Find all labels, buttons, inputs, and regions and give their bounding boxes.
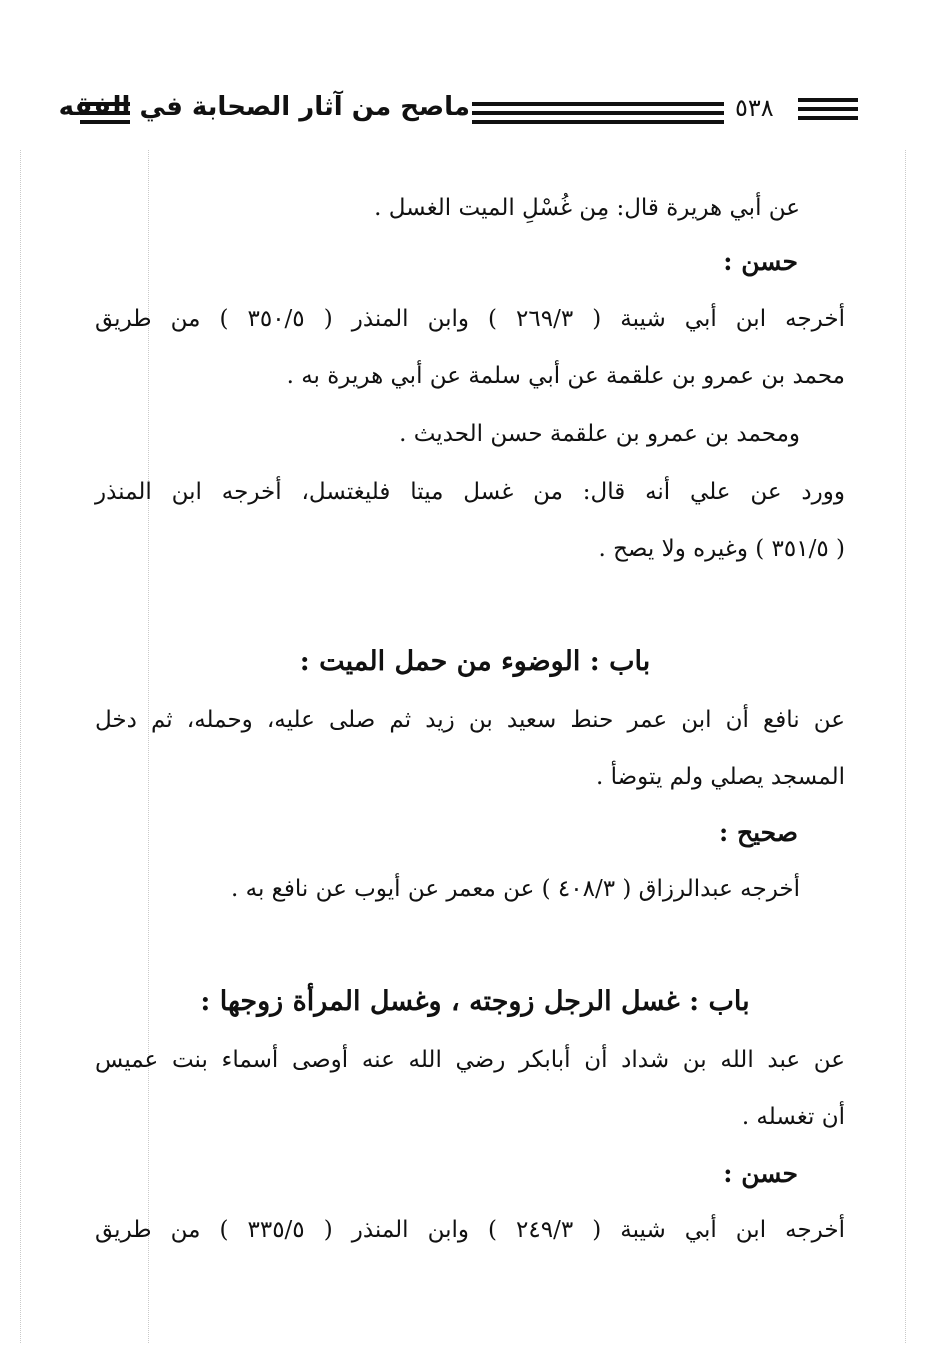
comment-text: ( ٣٥١/٥ ) وغيره ولا يصح .: [598, 536, 845, 562]
athar-text: عن أبي هريرة قال: مِن غُسْلِ الميت الغسل .: [374, 195, 800, 221]
takhrij-text: أخرجه ابن أبي شيبة ( ٢٤٩/٣ ) وابن المنذر ( ٣٣٥/٥ ) من طريق: [95, 1217, 845, 1243]
scan-guide-line: [20, 150, 21, 1343]
page-number: ٥٣٨: [735, 94, 774, 122]
athar-text: المسجد يصلي ولم يتوضأ .: [595, 764, 845, 790]
takhrij-text: محمد بن عمرو بن علقمة عن أبي سلمة عن أبي هريرة به .: [286, 363, 845, 389]
athar-text: أن تغسله .: [741, 1104, 845, 1130]
comment-text: وورد عن علي أنه قال: من غسل ميتا فليغتسل، أخرجه ابن المنذر: [95, 479, 845, 505]
takhrij-text: أخرجه ابن أبي شيبة ( ٢٦٩/٣ ) وابن المنذر ( ٣٥٠/٥ ) من طريق: [95, 306, 845, 332]
takhrij-text: أخرجه عبدالرزاق ( ٤٠٨/٣ ) عن معمر عن أيوب عن نافع به .: [231, 876, 800, 902]
page-header: [58, 88, 860, 132]
scan-guide-line: [905, 150, 906, 1343]
comment-text: ومحمد بن عمرو بن علقمة حسن الحديث .: [399, 421, 800, 447]
grade-label: حسن :: [723, 247, 798, 276]
chapter-heading: باب : الوضوء من حمل الميت :: [299, 646, 651, 677]
header-rule-right: [798, 98, 858, 120]
running-title: ماصح من آثار الصحابة في الفقه: [58, 92, 470, 122]
athar-text: عن عبد الله بن شداد أن أبابكر رضي الله عنه أوصى أسماء بنت عميس: [95, 1047, 845, 1073]
grade-label: صحيح :: [719, 818, 798, 847]
chapter-heading: باب : غسل الرجل زوجته ، وغسل المرأة زوجها :: [200, 986, 750, 1017]
header-rule-middle: [472, 102, 724, 124]
athar-text: عن نافع أن ابن عمر حنط سعيد بن زيد ثم صلى عليه، وحمله، ثم دخل: [95, 707, 845, 733]
grade-label: حسن :: [723, 1159, 798, 1188]
